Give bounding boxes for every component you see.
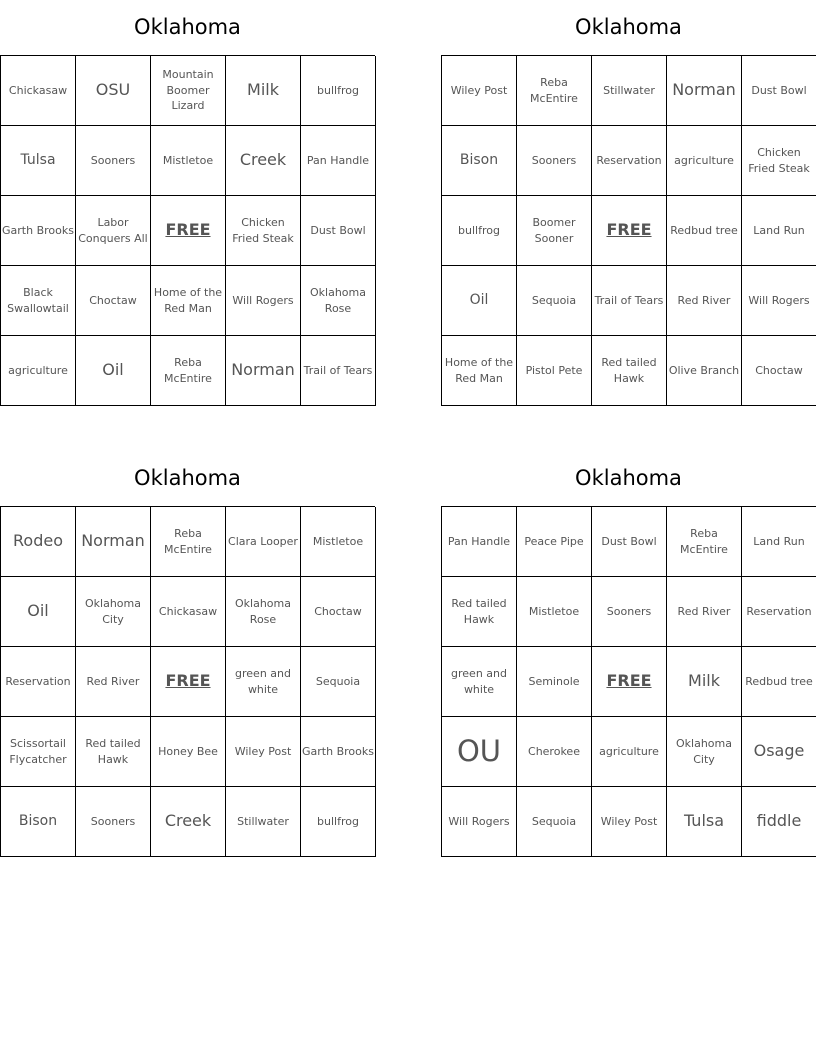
bingo-cell: Land Run [742,507,816,577]
bingo-cell: agriculture [667,126,742,196]
bingo-cell: Pan Handle [301,126,376,196]
bingo-cell: Reba McEntire [517,56,592,126]
bingo-cell: Labor Conquers All [76,196,151,266]
bingo-cell: Sooners [76,787,151,857]
bingo-cell: Red tailed Hawk [442,577,517,647]
bingo-cell: Creek [226,126,301,196]
free-space: FREE [592,647,667,717]
card-title: Oklahoma [134,15,241,39]
bingo-cell: Reba McEntire [151,507,226,577]
bingo-cell: bullfrog [301,787,376,857]
bingo-cell: Oil [442,266,517,336]
bingo-cell: Will Rogers [442,787,517,857]
bingo-cell: bullfrog [442,196,517,266]
card-title: Oklahoma [575,466,682,490]
bingo-cell: Trail of Tears [301,336,376,406]
bingo-cell: Pan Handle [442,507,517,577]
bingo-cell: Will Rogers [742,266,816,336]
bingo-cell: Choctaw [76,266,151,336]
card-title: Oklahoma [134,466,241,490]
bingo-cell: Tulsa [667,787,742,857]
bingo-cell: Norman [667,56,742,126]
bingo-cell: Red tailed Hawk [76,717,151,787]
bingo-cell: Redbud tree [742,647,816,717]
bingo-cell: OU [442,717,517,787]
bingo-cell: agriculture [592,717,667,787]
bingo-cell: Seminole [517,647,592,717]
bingo-cell: Boomer Sooner [517,196,592,266]
bingo-cell: Wiley Post [226,717,301,787]
bingo-cell: Stillwater [226,787,301,857]
bingo-cell: Dust Bowl [301,196,376,266]
free-space: FREE [151,647,226,717]
bingo-cell: Black Swallowtail [1,266,76,336]
bingo-cell: Reservation [592,126,667,196]
bingo-cell: Milk [226,56,301,126]
bingo-grid [441,55,816,406]
bingo-cell: Reba McEntire [667,507,742,577]
bingo-cell: Creek [151,787,226,857]
bingo-cell: Oklahoma Rose [301,266,376,336]
bingo-cell: Oklahoma City [667,717,742,787]
bingo-cell: Dust Bowl [592,507,667,577]
bingo-cell: Red River [667,266,742,336]
bingo-cell: Redbud tree [667,196,742,266]
bingo-cell: Home of the Red Man [151,266,226,336]
bingo-cell: Dust Bowl [742,56,816,126]
bingo-cell: Mountain Boomer Lizard [151,56,226,126]
bingo-cell: Sooners [517,126,592,196]
bingo-cell: Trail of Tears [592,266,667,336]
free-space: FREE [151,196,226,266]
bingo-grid [0,506,375,857]
bingo-cell: Home of the Red Man [442,336,517,406]
bingo-cell: Reservation [1,647,76,717]
bingo-cell: Oil [1,577,76,647]
bingo-cell: Sequoia [517,787,592,857]
bingo-cell: Choctaw [742,336,816,406]
bingo-cell: Garth Brooks [1,196,76,266]
bingo-cell: Rodeo [1,507,76,577]
bingo-cell: Reba McEntire [151,336,226,406]
bingo-cell: Garth Brooks [301,717,376,787]
bingo-cell: green and white [226,647,301,717]
bingo-cell: Will Rogers [226,266,301,336]
bingo-cell: Norman [226,336,301,406]
bingo-cell: Stillwater [592,56,667,126]
bingo-cell: OSU [76,56,151,126]
bingo-cell: Red River [76,647,151,717]
bingo-cell: Mistletoe [151,126,226,196]
bingo-cell: Choctaw [301,577,376,647]
bingo-cell: Sooners [592,577,667,647]
bingo-cell: Sequoia [301,647,376,717]
bingo-card-4 [441,451,816,857]
bingo-cell: agriculture [1,336,76,406]
bingo-cell: Red tailed Hawk [592,336,667,406]
bingo-cell: bullfrog [301,56,376,126]
bingo-grid [0,55,375,406]
bingo-cell: Tulsa [1,126,76,196]
bingo-cell: fiddle [742,787,816,857]
bingo-cell: Red River [667,577,742,647]
bingo-card-3 [0,451,375,857]
bingo-cell: Oil [76,336,151,406]
bingo-cell: Bison [1,787,76,857]
bingo-cell: Peace Pipe [517,507,592,577]
bingo-cell: Wiley Post [442,56,517,126]
bingo-cell: Land Run [742,196,816,266]
bingo-cell: Pistol Pete [517,336,592,406]
bingo-cell: green and white [442,647,517,717]
bingo-cell: Mistletoe [517,577,592,647]
bingo-grid [441,506,816,857]
bingo-cell: Chickasaw [151,577,226,647]
bingo-cell: Oklahoma City [76,577,151,647]
bingo-cell: Chicken Fried Steak [226,196,301,266]
bingo-cell: Honey Bee [151,717,226,787]
bingo-card-1 [0,0,375,406]
bingo-cell: Olive Branch [667,336,742,406]
bingo-cell: Sooners [76,126,151,196]
bingo-cell: Sequoia [517,266,592,336]
bingo-cell: Chicken Fried Steak [742,126,816,196]
bingo-cell: Bison [442,126,517,196]
bingo-cell: Scissortail Flycatcher [1,717,76,787]
bingo-cell: Mistletoe [301,507,376,577]
bingo-cell: Reservation [742,577,816,647]
free-space: FREE [592,196,667,266]
bingo-cell: Wiley Post [592,787,667,857]
bingo-cell: Oklahoma Rose [226,577,301,647]
bingo-cell: Milk [667,647,742,717]
bingo-card-2 [441,0,816,406]
card-title: Oklahoma [575,15,682,39]
bingo-cell: Cherokee [517,717,592,787]
bingo-cell: Chickasaw [1,56,76,126]
bingo-cell: Clara Looper [226,507,301,577]
bingo-cell: Norman [76,507,151,577]
bingo-cell: Osage [742,717,816,787]
